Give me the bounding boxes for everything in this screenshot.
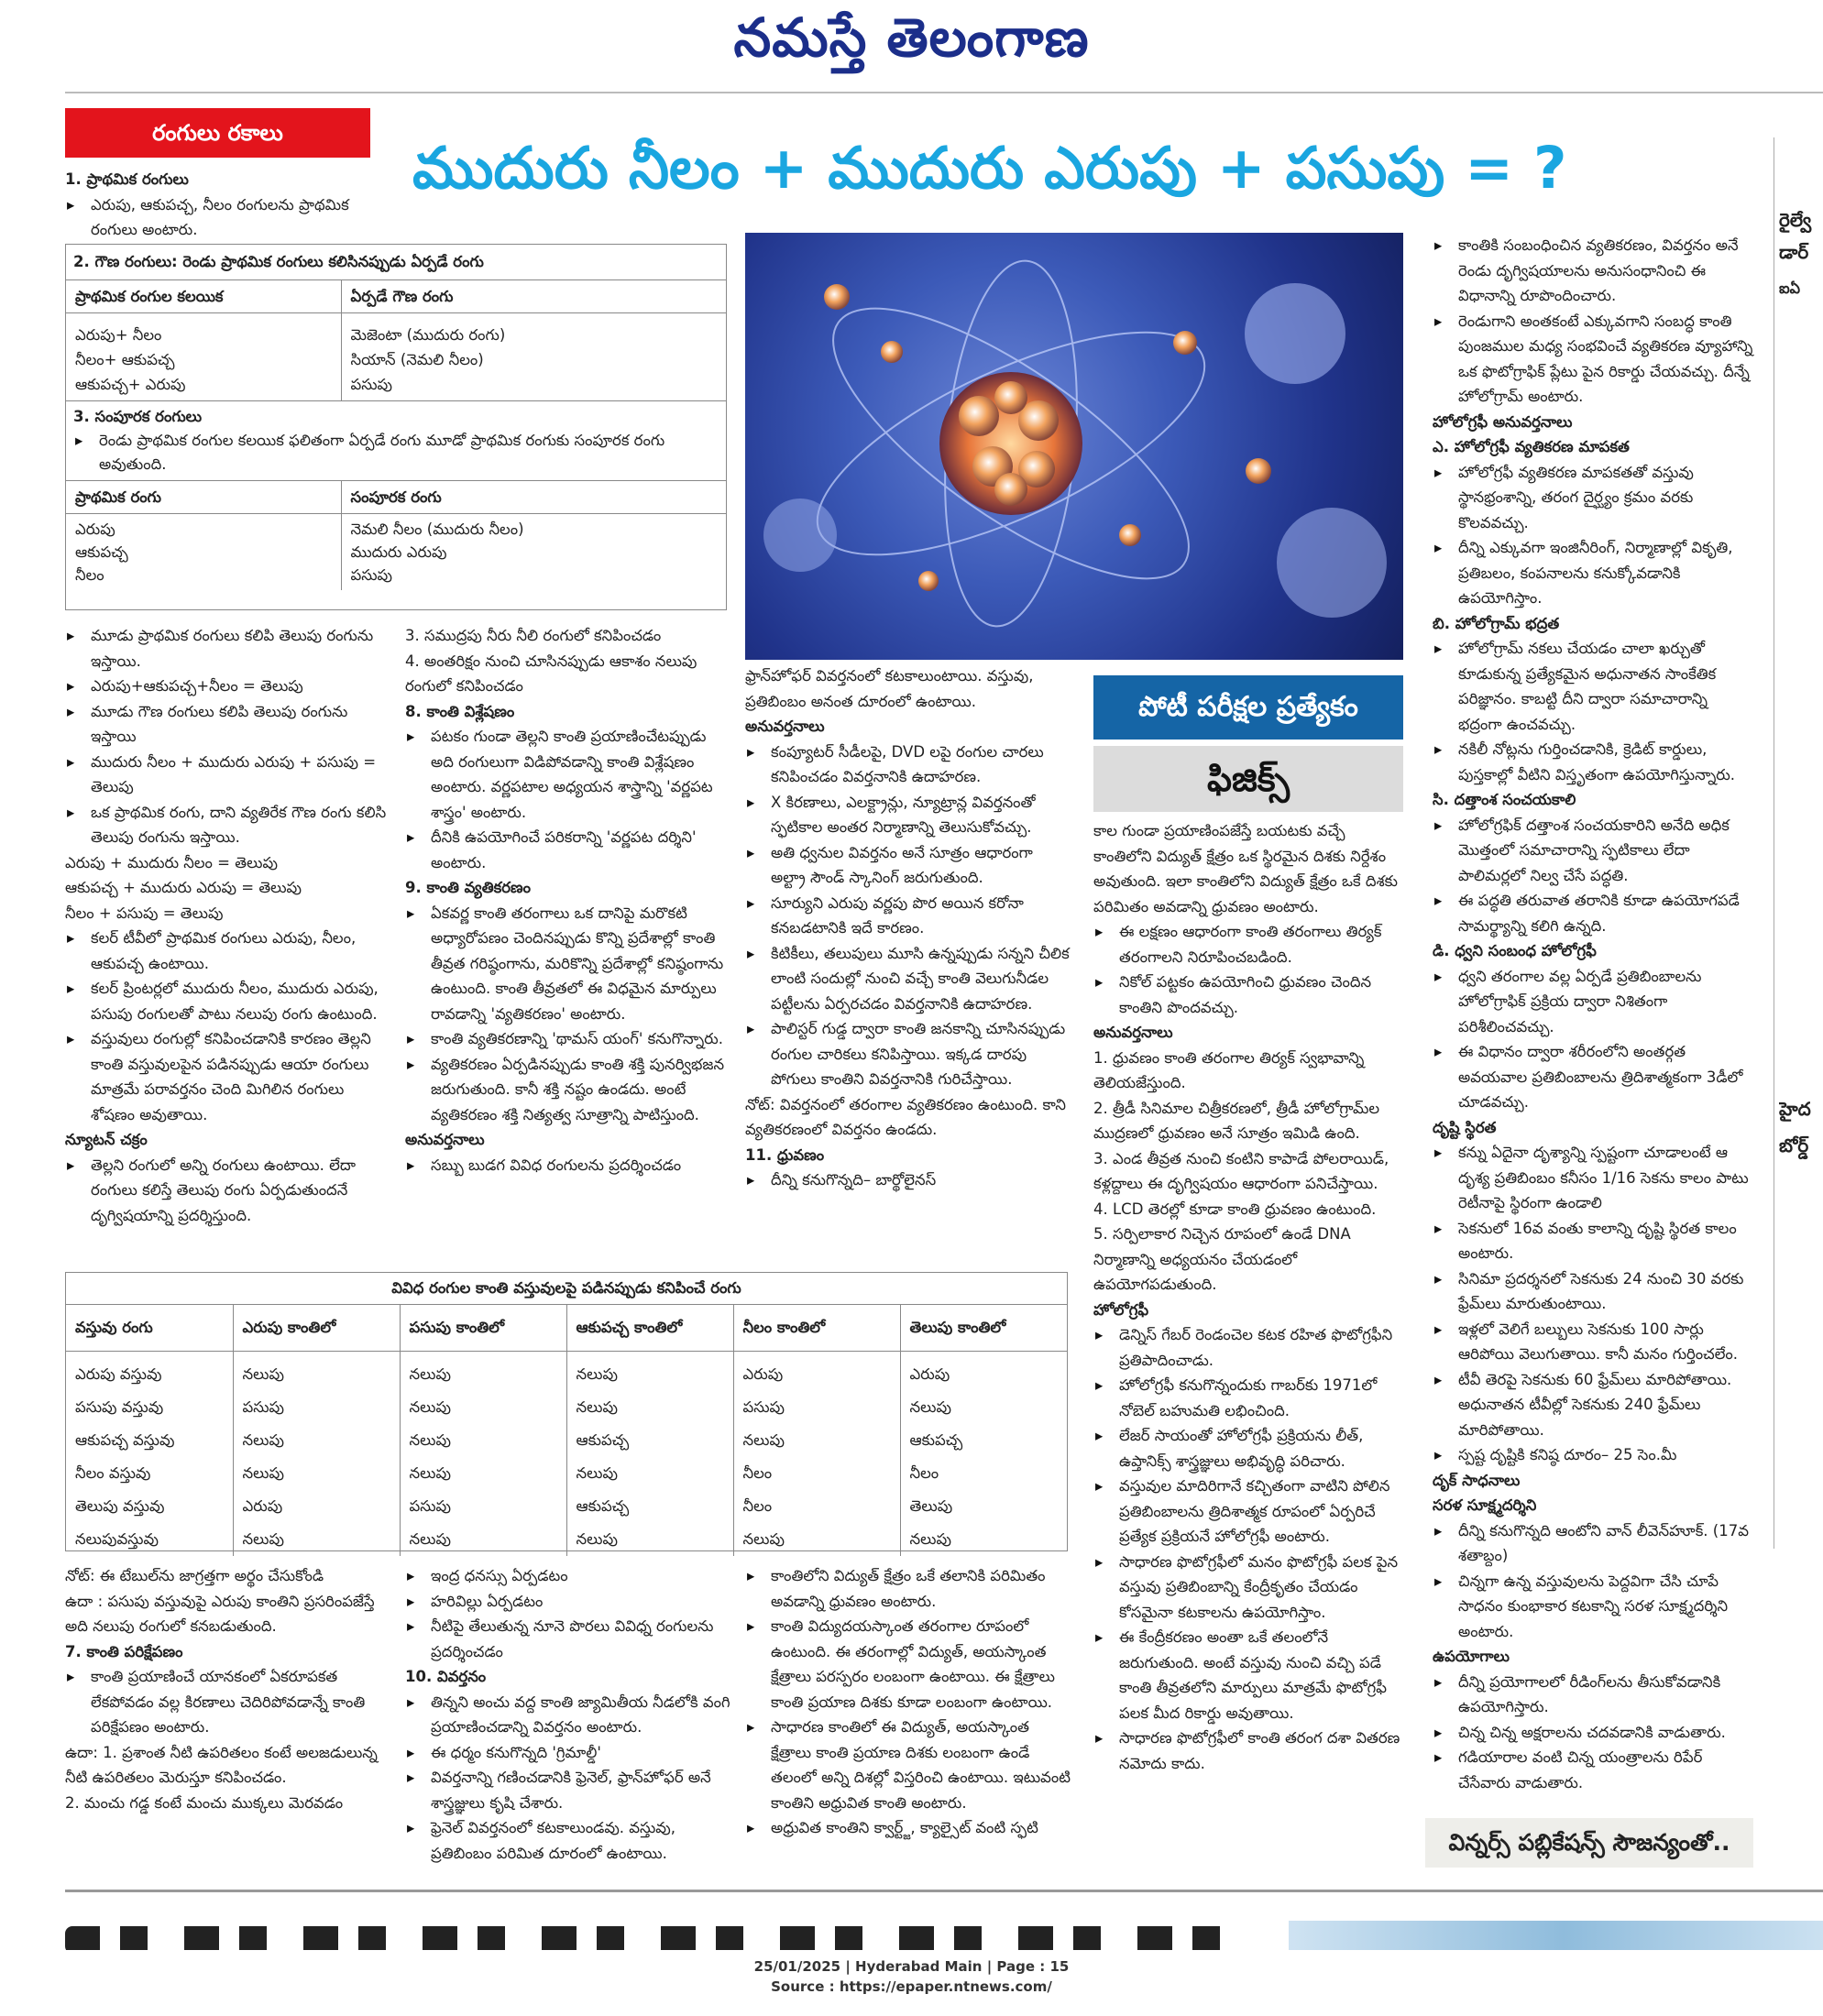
column-1 bbox=[65, 623, 390, 1228]
subheading: సి. దత్తాంశ సంచయకాలి bbox=[1433, 791, 1576, 808]
complementary-primary: ఎరుపు bbox=[75, 520, 115, 538]
bullet-item: ▸ దీనికి ఉపయోగించే పరికరాన్ని 'వర్ణపట దర్శిని' అంటారు. bbox=[405, 825, 728, 875]
masthead: నమస్తే తెలంగాణ bbox=[733, 6, 1090, 69]
column-2 bbox=[405, 623, 728, 1178]
bullet-item: ▸ ఈ కేంద్రీకరణం అంతా ఒకే తలంలోనే జరుగుతుంది. అంటే వస్తువు నుంచి వచ్చి పడే కాంతి తీవ్రతలోని మార్పులు మాత్రమే ఫొటోగ్రఫీ పలక మీద రికార్డు అవుతాయి. bbox=[1093, 1625, 1405, 1726]
table-cell: నలుపు bbox=[566, 1352, 733, 1392]
footer-date: 25/01/2025 | Hyderabad Main | Page : 15 bbox=[753, 1958, 1070, 1975]
paragraph: ఉదా : పసుపు వస్తువుపై ఎరుపు కాంతిని ప్రసరింపజేస్తే అది నలుపు రంగులో కనబడుతుంది. bbox=[65, 1592, 375, 1635]
bullet-item: ▸ ఈ విధానం ద్వారా శరీరంలోని అంతర్గత అవయవాల ప్రతిబింబాలను త్రిదిశాత్మకంగా 3డీలో చూడవచ్చు. bbox=[1433, 1039, 1755, 1115]
credit-box: విన్నర్స్ పబ్లికేషన్స్ సౌజన్యంతో.. bbox=[1425, 1818, 1753, 1868]
table-header-cell: నీలం కాంతిలో bbox=[733, 1305, 900, 1352]
complementary-heading: 3. సంపూరక రంగులు bbox=[73, 408, 203, 425]
table-cell: నలుపు bbox=[733, 1523, 900, 1556]
note: నోట్: ఈ టేబుల్‌ను జాగ్రత్తగా అర్థం చేసుకోండి bbox=[65, 1567, 324, 1584]
bullet-item: ▸ పటకం గుండా తెల్లని కాంతి ప్రయాణించేటప్పుడు అది రంగులుగా విడిపోవడాన్ని కాంతి విశ్లేషణం అంటారు. వర్ణపటాల అధ్యయన శాస్త్రాన్ని 'వర్ణపట శాస్త్రం' అంటారు. bbox=[405, 724, 728, 825]
table-cell: నలుపు bbox=[566, 1457, 733, 1490]
table-header-cell: ఎరుపు కాంతిలో bbox=[233, 1305, 400, 1352]
atom-icon bbox=[745, 233, 1403, 660]
table-cell: పసుపు bbox=[733, 1391, 900, 1424]
table-cell: పసుపు bbox=[233, 1391, 400, 1424]
sidebar-title: పోటీ పరీక్షల ప్రత్యేకం bbox=[1093, 675, 1403, 740]
subheading: డి. ధ్వని సంబంధ హోలోగ్రఫీ bbox=[1433, 942, 1597, 959]
subheading: 10. వివర్తనం bbox=[405, 1668, 487, 1685]
bullet-item: ▸ సబ్బు బుడగ వివిధ రంగులను ప్రదర్శించడం bbox=[405, 1153, 728, 1178]
color-light-table-box bbox=[65, 1272, 1068, 1551]
table-cell: నీలం వస్తువు bbox=[66, 1457, 233, 1490]
table-header-cell: ఆకుపచ్చ కాంతిలో bbox=[566, 1305, 733, 1352]
subheading: హోలోగ్రఫీ bbox=[1093, 1300, 1149, 1319]
secondary-result: సియాన్ (నెమలి నీలం) bbox=[350, 351, 484, 368]
table-cell: నలుపు bbox=[909, 1398, 951, 1416]
subheading: హోలోగ్రఫీ అనువర్తనాలు bbox=[1433, 412, 1573, 431]
paragraph: ఎరుపు + ముదురు నీలం = తెలుపు bbox=[65, 853, 278, 871]
table-header-cell: తెలుపు కాంతిలో bbox=[909, 1319, 1006, 1336]
bullet-item: ▸ నికోల్ పట్టకం ఉపయోగించి ధ్రువణం చెందిన కాంతిని పొందవచ్చు. bbox=[1093, 970, 1405, 1020]
table-cell: పసుపు వస్తువు bbox=[66, 1391, 233, 1424]
table-row bbox=[66, 1391, 1067, 1424]
bullet-item: ▸ దీన్ని ఎక్కువగా ఇంజినీరింగ్, నిర్మాణాల్లో వికృతి, ప్రతిబలం, కంపనాలను కనుక్కోవడానికి ఉపయోగిస్తాం. bbox=[1433, 535, 1755, 611]
subheading: అనువర్తనాలు bbox=[745, 718, 825, 735]
table-cell: నలుపు bbox=[400, 1352, 566, 1392]
table-cell: ఆకుపచ్చ bbox=[566, 1424, 733, 1457]
complementary-result: నెమలి నీలం (ముదురు నీలం) bbox=[350, 520, 524, 538]
table-row bbox=[66, 1457, 1067, 1490]
table-cell: నలుపు bbox=[566, 1391, 733, 1424]
paragraph: 3. ఎండ తీవ్రత నుంచి కంటిని కాపాడే పోలరాయిడ్, కళ్లద్దాలు ఈ దృగ్విషయం ఆధారంగా పనిచేస్తాయి. bbox=[1093, 1149, 1389, 1192]
table-row bbox=[66, 1490, 1067, 1523]
paragraph: ఉదా: 1. ప్రశాంత నీటి ఉపరితలం కంటే అలజడులున్న నీటి ఉపరితలం మెరుస్తూ కనిపించడం. bbox=[65, 1743, 378, 1786]
paragraph: 5. సర్పిలాకార నిచ్చెన రూపంలో ఉండే DNA నిర్మాణాన్ని అధ్యయనం చేయడంలో ఉపయోగపడుతుంది. bbox=[1093, 1225, 1351, 1293]
complementary-text: ▸ రెండు ప్రాథమిక రంగుల కలయిక ఫలితంగా ఏర్పడే రంగు మూడో ప్రాథమిక రంగుకు సంపూరక రంగు అవుతుంది. bbox=[73, 429, 719, 477]
bullet-item: ▸ చిన్న చిన్న అక్షరాలను చదవడానికి వాడుతారు. bbox=[1433, 1720, 1755, 1746]
table-cell: తెలుపు bbox=[909, 1497, 953, 1515]
secondary-header-0: ప్రాథమిక రంగుల కలయిక bbox=[66, 280, 341, 313]
subheading: అనువర్తనాలు bbox=[1093, 1024, 1173, 1041]
bullet-item: ▸ కిటికీలు, తలుపులు మూసి ఉన్నప్పుడు సన్నని చీలిక లాంటి సందుల్లో నుంచి వచ్చే కాంతి వెలుగునీడల పట్టీలను ఏర్పరచడం వివర్తనానికి ఉదాహరణ. bbox=[745, 941, 1071, 1017]
column-3 bbox=[745, 663, 1071, 1193]
complementary-block bbox=[66, 401, 726, 481]
subheading: దృక్ సాధనాలు bbox=[1433, 1471, 1521, 1489]
bullet-item: ▸ అతి ధ్వనుల వివర్తనం అనే సూత్రం ఆధారంగా అల్ట్రా సౌండ్ స్కానింగ్ జరుగుతుంది. bbox=[745, 840, 1071, 891]
bullet-item: ▸ వస్తువులు రంగుల్లో కనిపించడానికి కారణం తెల్లని కాంతి వస్తువులపైన పడినప్పుడు ఆయా రంగులు మాత్రమే పరావర్తనం చెంది మిగిలిన రంగులు శోషణం అవుతాయి. bbox=[65, 1026, 390, 1127]
bullet-item: ▸ హోలోగ్రఫీ వ్యతికరణ మాపకతతో వస్తువు స్థానభ్రంశాన్ని, తరంగ దైర్ఘ్యం క్రమం వరకు కొలవవచ్చు. bbox=[1433, 460, 1755, 536]
bullet-item: ▸ వివర్తనాన్ని గణించడానికి ఫ్రెనెల్, ఫ్రాన్‌హోఫర్ అనే శాస్త్రజ్ఞులు కృషి చేశారు. bbox=[405, 1765, 730, 1815]
bleed-word: ఐఏ bbox=[1779, 279, 1801, 297]
secondary-combo: ఎరుపు+ నీలం bbox=[75, 326, 162, 344]
table-cell: నలుపు bbox=[233, 1457, 400, 1490]
secondary-result: మెజెంటా (ముదురు రంగు) bbox=[350, 326, 506, 344]
table-cell: నలుపువస్తువు bbox=[66, 1523, 233, 1556]
table-header-cell: పసుపు కాంతిలో bbox=[400, 1305, 566, 1352]
table-cell: ఆకుపచ్చ bbox=[566, 1490, 733, 1523]
bullet-item: ▸ చిన్నగా ఉన్న వస్తువులను పెద్దవిగా చేసి చూపే సాధనం కుంభాకార కటకాన్ని సరళ సూక్ష్మదర్శిని అంటారు. bbox=[1433, 1569, 1755, 1645]
secondary-colors-box bbox=[65, 244, 727, 610]
section-label: రంగులు రకాలు bbox=[65, 108, 370, 158]
table-cell: నీలం bbox=[733, 1457, 900, 1490]
paragraph: ఫ్రాన్‌హోఫర్ వివర్తనంలో కటకాలుంటాయి. వస్తువు, ప్రతిబింబం అనంత దూరంలో ఉంటాయి. bbox=[745, 667, 1034, 710]
secondary-result: పసుపు bbox=[350, 376, 392, 393]
subheading: 8. కాంతి విశ్లేషణం bbox=[405, 702, 515, 720]
bullet-item: ▸ కాంతిలోని విద్యుత్ క్షేత్రం ఒకే తలానికి పరిమితం అవడాన్ని ధ్రువణం అంటారు. bbox=[745, 1563, 1071, 1614]
bullet-item: ▸ సినిమా ప్రదర్శనలో సెకనుకు 24 నుంచి 30 వరకు ఫ్రేమ్‌లు మారుతుంటాయి. bbox=[1433, 1266, 1755, 1317]
bullet-item: ▸ అధ్రువిత కాంతిని క్వార్ట్జ్, క్యాల్సైట్ వంటి స్ఫటి bbox=[745, 1815, 1071, 1841]
complementary-header-0: ప్రాథమిక రంగు bbox=[66, 481, 341, 514]
secondary-combos bbox=[66, 313, 341, 401]
table-cell: ఎరుపు వస్తువు bbox=[66, 1352, 233, 1392]
bullet-item: ▸ ఫ్రెనెల్ వివర్తనంలో కటకాలుండవు. వస్తువు, ప్రతిబింబం పరిమిత దూరంలో ఉంటాయి. bbox=[405, 1815, 730, 1866]
subheading: 7. కాంతి పరిక్షేపణం bbox=[65, 1642, 183, 1660]
bullet-item: ▸ కాంతి వ్యతికరణాన్ని 'థామస్ యంగ్' కనుగొన్నారు. bbox=[405, 1026, 728, 1052]
bullet-item: ▸ ఈ ధర్మం కనుగొన్నది 'గ్రిమాల్డీ' bbox=[405, 1740, 730, 1766]
bullet-item: ▸ హోలోగ్రామ్ నకలు చేయడం చాలా ఖర్చుతో కూడుకున్న ప్రత్యేకమైన అధునాతన సాంకేతిక పరిజ్ఞానం. కాబట్టి దీని ద్వారా సమాచారాన్ని భద్రంగా ఉంచవచ్చు. bbox=[1433, 636, 1755, 737]
paragraph: ఆకుపచ్చ + ముదురు ఎరుపు = తెలుపు bbox=[65, 879, 302, 896]
bullet-item: ▸ ఏకవర్ణ కాంతి తరంగాలు ఒక దానిపై మరొకటి అధ్యారోపణం చెందినప్పుడు కొన్ని ప్రదేశాల్లో కాంతి తీవ్రత గరిష్ఠంగాను, మరికొన్ని ప్రదేశాల్లో కనిష్ఠంగాను ఉంటుంది. కాంతి తీవ్రతలో ఈ విధమైన మార్పులు రావడాన్ని 'వ్యతికరణం' అంటారు. bbox=[405, 901, 728, 1027]
subheading: సరళ సూక్ష్మదర్శిని bbox=[1433, 1496, 1537, 1514]
table-cell: నలుపు bbox=[233, 1424, 400, 1457]
table-row bbox=[66, 1424, 1067, 1457]
bullet-item: ▸ కన్ను ఏదైనా దృశ్యాన్ని స్పష్టంగా చూడాలంటే ఆ దృశ్య ప్రతిబింబం కనీసం 1/16 సెకను కాలం పాటు రెటీనాపై స్థిరంగా ఉండాలి bbox=[1433, 1140, 1755, 1216]
subheading: న్యూటన్ చక్రం bbox=[65, 1131, 148, 1148]
sidebar-subject: ఫిజిక్స్ bbox=[1093, 746, 1403, 812]
secondary-table bbox=[66, 280, 726, 401]
table-cell: ఆకుపచ్చ వస్తువు bbox=[66, 1424, 233, 1457]
table-cell: నీలం bbox=[909, 1464, 939, 1482]
complementary-header-1: సంపూరక రంగు bbox=[350, 488, 442, 506]
bullet-item: ▸ నీటిపై తేలుతున్న నూనె పొరలు వివిధ్న రంగులను ప్రదర్శించడం bbox=[405, 1614, 730, 1664]
bullet-item: ▸ హోలోగ్రఫీ కనుగొన్నందుకు గాబర్‌కు 1971లో నోబెల్ బహుమతి లభించింది. bbox=[1093, 1373, 1405, 1423]
secondary-heading: 2. గౌణ రంగులు: రెండు ప్రాథమిక రంగులు కలిసినప్పుడు ఏర్పడే రంగు bbox=[66, 245, 726, 280]
complementary-result: ముదురు ఎరుపు bbox=[350, 543, 447, 561]
adjacent-article-bleed bbox=[1779, 97, 1823, 1554]
next-article-strip bbox=[65, 1921, 1823, 1950]
bullet-item: ▸ కాంతి విద్యుదయస్కాంత తరంగాల రూపంలో ఉంటుంది. ఈ తరంగాల్లో విద్యుత్, అయస్కాంత క్షేత్రాలు పరస్పరం లంబంగా ఉంటాయి. ఈ క్షేత్రాలు కాంతి ప్రయాణ దిశకు కూడా లంబంగా ఉంటాయి. bbox=[745, 1614, 1071, 1715]
bottom-rule bbox=[65, 1890, 1823, 1892]
bullet-item: ▸ ఈ లక్షణం ఆధారంగా కాంతి తరంగాలు తిర్యక్ తరంగాలని నిరూపించబడింది. bbox=[1093, 919, 1405, 970]
complementary-primary: నీలం bbox=[75, 566, 104, 584]
bullet-item: ▸ నకిలీ నోట్లను గుర్తించడానికి, క్రెడిట్ కార్డులు, పుస్తకాల్లో వీటిని విస్తృతంగా ఉపయోగిస్తున్నారు. bbox=[1433, 737, 1755, 787]
atom-photo bbox=[745, 233, 1403, 660]
bullet-item: ▸ సెకనులో 16వ వంతు కాలాన్ని దృష్టి స్థిరత కాలం అంటారు. bbox=[1433, 1216, 1755, 1266]
bullet-item: ▸ సాధారణ ఫొటోగ్రఫీలో మనం ఫొటోగ్రఫీ పలక పైన వస్తువు ప్రతిబింబాన్ని కేంద్రీకృతం చేయడం కోసమైనా కటకాలను ఉపయోగిస్తాం. bbox=[1093, 1550, 1405, 1626]
bleed-word: హైద bbox=[1779, 1098, 1811, 1120]
bottom-column-1 bbox=[65, 1563, 395, 1815]
bullet-item: ▸ వ్యతికరణం ఏర్పడినప్పుడు కాంతి శక్తి పునర్విభజన జరుగుతుంది. కానీ శక్తి నష్టం ఉండదు. అంటే వ్యతికరణం శక్తి నిత్యత్వ సూత్రాన్ని పాటిస్తుంది. bbox=[405, 1052, 728, 1128]
bullet-item: ▸ కంప్యూటర్ సీడీలపై, DVD లపై రంగుల చారలు కనిపించడం వివర్తనానికి ఉదాహరణ. bbox=[745, 740, 1071, 790]
table-cell: నలుపు bbox=[733, 1424, 900, 1457]
table-header-row bbox=[66, 1305, 1067, 1352]
complementary-table bbox=[66, 481, 726, 590]
table-cell: ఆకుపచ్చ bbox=[909, 1431, 963, 1449]
bullet-item: ▸ ఇళ్లలో వెలిగే బల్బులు సెకనుకు 100 సార్లు ఆరిపోయి వెలుగుతాయి. కానీ మనం గుర్తించలేం. bbox=[1433, 1317, 1755, 1367]
subheading: దృష్టి స్థిరత bbox=[1433, 1118, 1497, 1136]
bullet-item: ▸ X కిరణాలు, ఎలక్ట్రాన్లు, న్యూట్రాన్ల వివర్తనంతో స్ఫటికాల అంతర నిర్మాణాన్ని తెలుసుకోవచ్చు. bbox=[745, 790, 1071, 840]
bleed-word: బోర్డ్ bbox=[1779, 1134, 1809, 1156]
table-cell: తెలుపు వస్తువు bbox=[66, 1490, 233, 1523]
bullet-item: ▸ ఇంద్ర ధనస్సు ఏర్పడటం bbox=[405, 1563, 730, 1589]
masthead-rule bbox=[65, 92, 1823, 93]
bullet-item: ▸ తెల్లని రంగులో అన్ని రంగులు ఉంటాయి. లేదా రంగులు కలిస్తే తెలుపు రంగు ఏర్పడుతుందనే దృగ్విషయాన్ని ప్రదర్శిస్తుంది. bbox=[65, 1153, 390, 1229]
bullet-item: ▸ ఒక ప్రాథమిక రంగు, దాని వ్యతిరేక గౌణ రంగు కలిసి తెలుపు రంగును ఇస్తాయి. bbox=[65, 800, 390, 850]
paragraph: నీలం + పసుపు = తెలుపు bbox=[65, 904, 224, 922]
table-cell: ఎరుపు bbox=[733, 1352, 900, 1392]
color-light-table-title: వివిధ రంగుల కాంతి వస్తువులపై పడినప్పుడు కనిపించే రంగు bbox=[66, 1273, 1067, 1305]
bullet-item: ▸ గడియారాల వంటి చిన్న యంత్రాలను రిపేర్ చేసేవారు వాడుతారు. bbox=[1433, 1745, 1755, 1795]
complementary-results bbox=[341, 514, 726, 591]
table-cell: నలుపు bbox=[400, 1457, 566, 1490]
bullet-item: ▸ ఎరుపు+ఆకుపచ్చ+నీలం = తెలుపు bbox=[65, 674, 390, 699]
table-cell: నలుపు bbox=[400, 1424, 566, 1457]
table-cell: నలుపు bbox=[233, 1523, 400, 1556]
bullet-item: ▸ హరివిల్లు ఏర్పడటం bbox=[405, 1589, 730, 1615]
bullet-item: ▸ రెండుగాని అంతకంటే ఎక్కువగాని సంబద్ధ కాంతి పుంజముల మధ్య సంభవించే వ్యతికరణ వ్యూహాన్ని ఒక ఫొటోగ్రాఫిక్ ప్లేటు పైన రికార్డు చేయవచ్చు. దీన్నే హోలోగ్రామ్ అంటారు. bbox=[1433, 309, 1755, 410]
secondary-combo: ఆకుపచ్చ+ ఎరుపు bbox=[75, 376, 186, 393]
bleed-word: రైల్వే bbox=[1779, 209, 1812, 231]
table-cell: ఎరుపు bbox=[233, 1490, 400, 1523]
table-cell: నలుపు bbox=[400, 1391, 566, 1424]
table-header-cell: వస్తువు రంగు bbox=[66, 1305, 233, 1352]
complementary-result: పసుపు bbox=[350, 566, 392, 584]
subheading: 9. కాంతి వ్యతికరణం bbox=[405, 879, 532, 896]
bullet-item: ▸ స్పష్ట దృష్టికి కనిష్ఠ దూరం– 25 సెం.మీ bbox=[1433, 1442, 1755, 1468]
bullet-item: ▸ ముదురు నీలం + ముదురు ఎరుపు + పసుపు = తెలుపు bbox=[65, 750, 390, 800]
headline: ముదురు నీలం + ముదురు ఎరుపు + పసుపు = ? bbox=[412, 135, 1567, 202]
subheading: అనువర్తనాలు bbox=[405, 1131, 485, 1148]
bullet-item: ▸ మూడు ప్రాథమిక రంగులు కలిపి తెలుపు రంగును ఇస్తాయి. bbox=[65, 623, 390, 674]
footer bbox=[0, 1956, 1823, 1997]
subheading: బి. హోలోగ్రామ్ భద్రత bbox=[1433, 614, 1560, 632]
bullet-item: ▸ సాధారణ కాంతిలో ఈ విద్యుత్, అయస్కాంత క్షేత్రాలు కాంతి ప్రయాణ దిశకు లంబంగా ఉండే తలంలో అన్ని దిశల్లో విస్తరించి ఉంటాయి. ఇటువంటి కాంతిని అధ్రువిత కాంతి అంటారు. bbox=[745, 1715, 1071, 1815]
table-cell: నీలం bbox=[733, 1490, 900, 1523]
table-row bbox=[66, 1352, 1067, 1392]
footer-source: Source : https://epaper.ntnews.com/ bbox=[771, 1978, 1052, 1995]
paragraph: కాల గుండా ప్రయాణింపజేస్తే బయటకు వచ్చే కాంతిలోని విద్యుత్ క్షేత్రం ఒక స్థిరమైన దిశకు నిర్దేశం అవుతుంది. ఇలా కాంతిలోని విద్యుత్ క్షేత్రం ఒకే దిశకు పరిమితం అవడాన్ని ధ్రువణం అంటారు. bbox=[1093, 822, 1398, 915]
column-4 bbox=[1093, 818, 1405, 1776]
bullet-item: ▸ వస్తువుల మాదిరిగానే కచ్చితంగా వాటిని పోలిన ప్రతిబింబాలను త్రిదిశాత్మక రూపంలో ఏర్పరిచే ప్రత్యేక ప్రక్రియనే హోలోగ్రఫీ అంటారు. bbox=[1093, 1474, 1405, 1550]
bullet-item: ▸ సూర్యుని ఎరుపు వర్ణపు పొర అయిన కరోనా కనబడటానికి ఇదే కారణం. bbox=[745, 891, 1071, 941]
bullet-item: ▸ దీన్ని ప్రయోగాలలో రీడింగ్‌లను తీసుకోవడానికి ఉపయోగిస్తారు. bbox=[1433, 1670, 1755, 1720]
primary-text: ▸ ఎరుపు, ఆకుపచ్చ, నీలం రంగులను ప్రాథమిక రంగులు అంటారు. bbox=[65, 192, 395, 243]
paragraph: 4. అంతరిక్షం నుంచి చూసినప్పుడు ఆకాశం నలుపు రంగులో కనిపించడం bbox=[405, 652, 697, 695]
table-cell: నలుపు bbox=[233, 1352, 400, 1392]
bottom-column-3 bbox=[745, 1563, 1071, 1841]
bullet-item: ▸ కలర్ ప్రింటర్లలో ముదురు నీలం, ముదురు ఎరుపు, పసుపు రంగులతో పాటు నలుపు రంగు ఉంటుంది. bbox=[65, 976, 390, 1026]
table-cell: నలుపు bbox=[566, 1523, 733, 1556]
primary-colors-block bbox=[65, 167, 395, 243]
paragraph: 3. సముద్రపు నీరు నీలి రంగులో కనిపించడం bbox=[405, 627, 662, 644]
note: నోట్: వివర్తనంలో తరంగాల వ్యతికరణం ఉంటుంది. కాని వ్యతికరణంలో వివర్తనం ఉండదు. bbox=[745, 1095, 1066, 1138]
table-cell: ఎరుపు bbox=[909, 1365, 950, 1383]
bullet-item: ▸ పాలిస్టర్ గుడ్డ ద్వారా కాంతి జనకాన్ని చూసినప్పుడు రంగుల చారికలు కనిపిస్తాయి. ఇక్కడ దారపు పోగులు కాంతిని వివర్తనానికి గురిచేస్తాయి. bbox=[745, 1016, 1071, 1092]
bleed-word: డార్ bbox=[1779, 241, 1809, 263]
table-cell: పసుపు bbox=[400, 1490, 566, 1523]
paragraph: 2. త్రీడీ సినిమాల చిత్రీకరణలో, త్రీడీ హోలోగ్రామ్‌ల ముద్రణలో ధ్రువణం అనే సూత్రం ఇమిడి ఉంది. bbox=[1093, 1099, 1380, 1142]
bullet-item: ▸ దీన్ని కనుగొన్నది ఆంటోని వాన్ లీవెన్‌హూక్. (17వ శతాబ్దం) bbox=[1433, 1518, 1755, 1569]
bottom-column-2 bbox=[405, 1563, 730, 1866]
bullet-item: ▸ హోలోగ్రఫిక్ దత్తాంశ సంచయకారిని అనేది అధిక మొత్తంలో సమాచారాన్ని స్ఫటికాలు లేదా పాలిమర్లలో నిల్వ చేసే పద్ధతి. bbox=[1433, 813, 1755, 889]
table-row bbox=[66, 1523, 1067, 1556]
bullet-item: ▸ కాంతి ప్రయాణించే యానకంలో ఏకరూపకత లేకపోవడం వల్ల కిరణాలు చెదిరిపోవడాన్నే కాంతి పరిక్షేపణం అంటారు. bbox=[65, 1664, 395, 1740]
bullet-item: ▸ తిన్నని అంచు వద్ద కాంతి జ్యామితీయ నీడలోకి వంగి ప్రయాణించడాన్ని వివర్తనం అంటారు. bbox=[405, 1690, 730, 1740]
column-5 bbox=[1433, 233, 1755, 1795]
bullet-item: ▸ సాధారణ ఫొటోగ్రఫీలో కాంతి తరంగ దశా వితరణ నమోదు కాదు. bbox=[1093, 1726, 1405, 1776]
color-light-table bbox=[66, 1305, 1067, 1556]
bullet-item: ▸ కాంతికి సంబంధించిన వ్యతికరణం, వివర్తనం అనే రెండు దృగ్విషయాలను అనుసంధానించి ఈ విధానాన్ని రూపొందించారు. bbox=[1433, 233, 1755, 309]
subheading: ఉపయోగాలు bbox=[1433, 1648, 1510, 1665]
paragraph: 4. LCD తెరల్లో కూడా కాంతి ధ్రువణం ఉంటుంది. bbox=[1093, 1200, 1377, 1218]
bullet-item: ▸ ఈ పద్ధతి తరువాత తరానికి కూడా ఉపయోగపడే సామర్థ్యాన్ని కలిగి ఉన్నది. bbox=[1433, 888, 1755, 938]
bullet-item: ▸ దీన్ని కనుగొన్నది– బార్థోలైనస్ bbox=[745, 1167, 1071, 1193]
secondary-header-1: ఏర్పడే గౌణ రంగు bbox=[350, 288, 454, 305]
primary-heading: 1. ప్రాథమిక రంగులు bbox=[65, 170, 189, 188]
bullet-item: ▸ టీవీ తెరపై సెకనుకు 60 ఫ్రేమ్‌లు మారిపోతాయి. అధునాతన టీవీల్లో సెకనుకు 240 ఫ్రేమ్‌లు మారిపోతాయి. bbox=[1433, 1367, 1755, 1443]
subheading: 11. ధ్రువణం bbox=[745, 1145, 825, 1164]
bullet-item: ▸ డెన్నిస్ గేబర్ రెండంచెల కటక రహిత ఫొటోగ్రఫీని ప్రతిపాదించాడు. bbox=[1093, 1322, 1405, 1373]
secondary-results bbox=[341, 313, 726, 401]
table-cell: నలుపు bbox=[400, 1523, 566, 1556]
subheading: ఎ. హోలోగ్రఫీ వ్యతికరణ మాపకత bbox=[1433, 438, 1630, 455]
paragraph: 2. మంచు గడ్డ కంటే మంచు ముక్కలు మెరవడం bbox=[65, 1793, 344, 1812]
bullet-item: ▸ లేజర్ సాయంతో హోలోగ్రఫీ ప్రక్రియను లీత్, ఉప్తానిక్స్ శాస్త్రజ్ఞులు అభివృద్ధి పరిచారు. bbox=[1093, 1423, 1405, 1474]
bullet-item: ▸ ధ్వని తరంగాల వల్ల ఏర్పడే ప్రతిబింబాలను హోలోగ్రాఫిక్ ప్రక్రియ ద్వారా నిశితంగా పరిశీలించవచ్చు. bbox=[1433, 964, 1755, 1040]
complementary-primaries bbox=[66, 514, 341, 591]
bullet-item: ▸ కలర్ టీవీలో ప్రాథమిక రంగులు ఎరుపు, నీలం, ఆకుపచ్చ ఉంటాయి. bbox=[65, 926, 390, 976]
bullet-item: ▸ మూడు గౌణ రంగులు కలిపి తెలుపు రంగును ఇస్తాయి bbox=[65, 699, 390, 750]
secondary-combo: నీలం+ ఆకుపచ్చ bbox=[75, 351, 175, 368]
paragraph: 1. ధ్రువణం కాంతి తరంగాల తిర్యక్ స్వభావాన్ని తెలియజేస్తుంది. bbox=[1093, 1048, 1365, 1091]
complementary-primary: ఆకుపచ్చ bbox=[75, 543, 128, 561]
table-cell: నలుపు bbox=[909, 1530, 951, 1548]
